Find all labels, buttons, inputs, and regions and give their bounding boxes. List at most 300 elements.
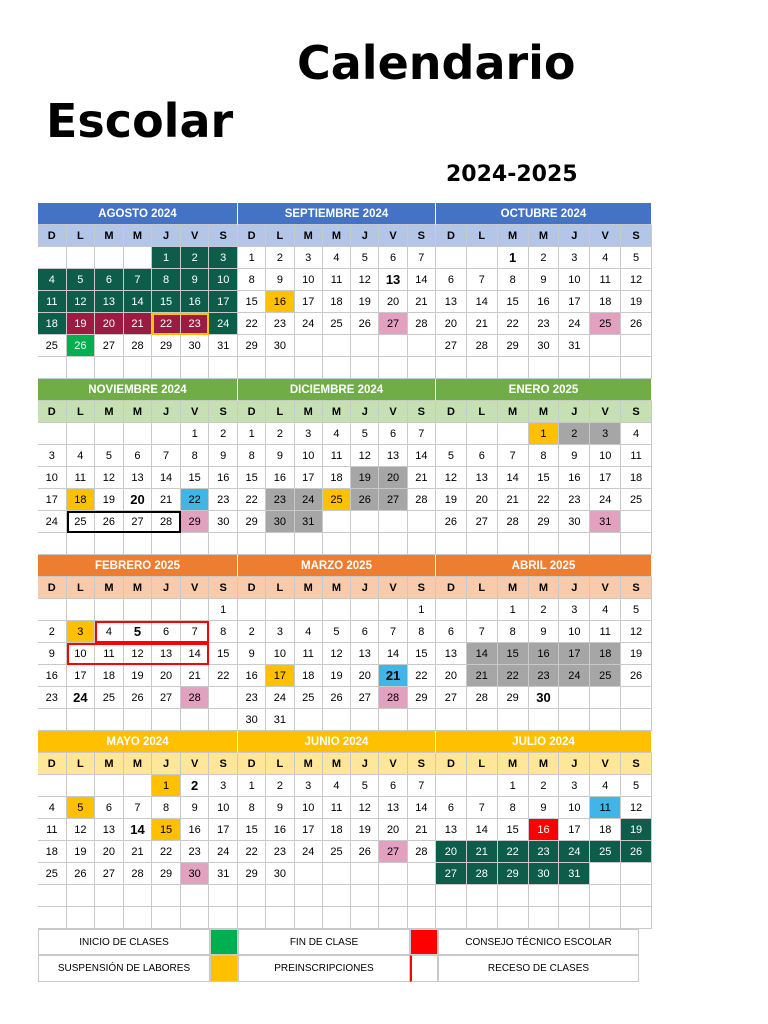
day-cell: 19 — [436, 489, 467, 511]
day-cell: 23 — [266, 841, 294, 863]
day-cell: 11 — [590, 269, 621, 291]
empty-cell — [181, 885, 210, 907]
day-cell: 2 — [266, 247, 294, 269]
day-cell: 9 — [529, 621, 560, 643]
empty-cell — [67, 533, 96, 555]
day-cell: 9 — [38, 643, 67, 665]
weekday-header: S — [408, 401, 436, 423]
day-cell: 13 — [467, 467, 498, 489]
day-cell: 27 — [379, 489, 407, 511]
day-cell: 19 — [351, 291, 379, 313]
empty-cell — [590, 885, 621, 907]
weekday-header: M — [529, 577, 560, 599]
day-cell: 21 — [124, 841, 153, 863]
day-cell: 19 — [67, 313, 96, 335]
day-cell: 25 — [323, 841, 351, 863]
empty-cell — [621, 357, 652, 379]
day-cell: 10 — [38, 467, 67, 489]
day-cell: 26 — [351, 489, 379, 511]
day-cell: 8 — [181, 445, 210, 467]
day-cell: 11 — [38, 291, 67, 313]
day-cell: 13 — [379, 445, 407, 467]
day-cell: 29 — [238, 863, 266, 885]
day-cell: 16 — [529, 291, 560, 313]
day-cell: 3 — [209, 775, 238, 797]
day-cell: 7 — [152, 445, 181, 467]
empty-cell — [295, 863, 323, 885]
empty-cell — [467, 599, 498, 621]
day-cell: 2 — [38, 621, 67, 643]
month-header: FEBRERO 2025 — [38, 555, 238, 577]
empty-cell — [209, 709, 238, 731]
weekday-header: D — [38, 401, 67, 423]
day-cell: 10 — [209, 269, 238, 291]
day-cell: 22 — [408, 665, 436, 687]
day-cell: 18 — [323, 467, 351, 489]
empty-cell — [181, 907, 210, 929]
day-cell: 22 — [238, 489, 266, 511]
empty-cell — [323, 357, 351, 379]
empty-cell — [529, 533, 560, 555]
day-cell: 9 — [559, 445, 590, 467]
day-cell: 15 — [181, 467, 210, 489]
day-cell: 3 — [266, 621, 294, 643]
weekday-header: L — [67, 753, 96, 775]
day-cell: 5 — [621, 599, 652, 621]
day-cell: 17 — [38, 489, 67, 511]
day-cell: 30 — [266, 335, 294, 357]
day-cell: 12 — [323, 643, 351, 665]
empty-cell — [590, 863, 621, 885]
day-cell: 3 — [38, 445, 67, 467]
empty-cell — [238, 599, 266, 621]
day-cell: 12 — [621, 269, 652, 291]
day-cell: 4 — [67, 445, 96, 467]
empty-cell — [323, 335, 351, 357]
day-cell: 12 — [95, 467, 124, 489]
day-cell: 2 — [266, 423, 294, 445]
day-cell: 31 — [590, 511, 621, 533]
day-cell: 19 — [124, 665, 153, 687]
empty-cell — [238, 907, 266, 929]
empty-cell — [124, 907, 153, 929]
weekday-header: M — [498, 225, 529, 247]
weekday-header: J — [152, 577, 181, 599]
day-cell: 7 — [124, 797, 153, 819]
day-cell: 2 — [529, 775, 560, 797]
day-cell: 10 — [295, 445, 323, 467]
empty-cell — [238, 533, 266, 555]
weekday-header: M — [498, 753, 529, 775]
day-cell: 31 — [209, 863, 238, 885]
weekday-header: V — [379, 401, 407, 423]
empty-cell — [152, 357, 181, 379]
day-cell: 15 — [498, 291, 529, 313]
day-cell: 2 — [559, 423, 590, 445]
day-cell: 17 — [67, 665, 96, 687]
day-cell: 21 — [467, 313, 498, 335]
day-cell: 30 — [529, 687, 560, 709]
day-cell: 10 — [295, 269, 323, 291]
day-cell: 6 — [379, 423, 407, 445]
empty-cell — [38, 247, 67, 269]
day-cell: 4 — [323, 423, 351, 445]
empty-cell — [436, 247, 467, 269]
day-cell: 17 — [295, 467, 323, 489]
day-cell: 28 — [408, 313, 436, 335]
day-cell: 4 — [590, 247, 621, 269]
day-cell: 23 — [529, 841, 560, 863]
month-header: JUNIO 2024 — [238, 731, 436, 753]
empty-cell — [351, 533, 379, 555]
day-cell: 4 — [323, 775, 351, 797]
empty-cell — [124, 885, 153, 907]
day-cell: 29 — [529, 511, 560, 533]
day-cell: 25 — [590, 665, 621, 687]
empty-cell — [498, 907, 529, 929]
day-cell: 26 — [621, 665, 652, 687]
day-cell: 12 — [436, 467, 467, 489]
day-cell: 8 — [238, 445, 266, 467]
day-cell: 21 — [152, 489, 181, 511]
empty-cell — [323, 863, 351, 885]
empty-cell — [408, 885, 436, 907]
weekday-header: M — [124, 753, 153, 775]
day-cell: 16 — [266, 467, 294, 489]
weekday-header: V — [181, 753, 210, 775]
weekday-header: M — [295, 401, 323, 423]
day-cell: 1 — [152, 247, 181, 269]
empty-cell — [266, 885, 294, 907]
day-cell: 22 — [152, 841, 181, 863]
day-cell: 26 — [323, 687, 351, 709]
empty-cell — [621, 335, 652, 357]
day-cell: 27 — [436, 863, 467, 885]
day-cell: 14 — [152, 467, 181, 489]
empty-cell — [621, 511, 652, 533]
day-cell: 31 — [559, 335, 590, 357]
day-cell: 6 — [436, 797, 467, 819]
day-cell: 6 — [467, 445, 498, 467]
weekday-header: M — [95, 753, 124, 775]
day-cell: 16 — [209, 467, 238, 489]
day-cell: 4 — [95, 621, 124, 643]
day-cell: 29 — [238, 335, 266, 357]
day-cell: 30 — [266, 511, 294, 533]
empty-cell — [621, 907, 652, 929]
empty-cell — [559, 885, 590, 907]
day-cell: 9 — [238, 643, 266, 665]
weekday-header: S — [408, 753, 436, 775]
empty-cell — [295, 907, 323, 929]
day-cell: 2 — [181, 247, 210, 269]
day-cell: 1 — [181, 423, 210, 445]
empty-cell — [498, 533, 529, 555]
day-cell: 24 — [295, 489, 323, 511]
day-cell: 21 — [467, 665, 498, 687]
day-cell: 16 — [529, 643, 560, 665]
day-cell: 15 — [408, 643, 436, 665]
weekday-header: L — [266, 401, 294, 423]
day-cell: 13 — [124, 467, 153, 489]
empty-cell — [408, 511, 436, 533]
day-cell: 23 — [266, 489, 294, 511]
weekday-header: L — [467, 577, 498, 599]
weekday-header: D — [436, 753, 467, 775]
empty-cell — [181, 357, 210, 379]
empty-cell — [181, 599, 210, 621]
day-cell: 29 — [181, 511, 210, 533]
day-cell: 17 — [209, 819, 238, 841]
empty-cell — [323, 885, 351, 907]
empty-cell — [379, 357, 407, 379]
day-cell: 11 — [590, 621, 621, 643]
day-cell: 27 — [351, 687, 379, 709]
empty-cell — [621, 863, 652, 885]
weekday-header: S — [209, 577, 238, 599]
empty-cell — [590, 357, 621, 379]
weekday-header: V — [590, 753, 621, 775]
day-cell: 11 — [38, 819, 67, 841]
day-cell: 29 — [498, 863, 529, 885]
day-cell: 10 — [559, 621, 590, 643]
empty-cell — [67, 599, 96, 621]
weekday-header: M — [498, 577, 529, 599]
empty-cell — [408, 533, 436, 555]
empty-cell — [559, 533, 590, 555]
day-cell: 20 — [436, 313, 467, 335]
empty-cell — [351, 511, 379, 533]
day-cell: 17 — [266, 665, 294, 687]
empty-cell — [38, 907, 67, 929]
weekday-header: J — [152, 753, 181, 775]
day-cell: 3 — [295, 247, 323, 269]
empty-cell — [124, 533, 153, 555]
day-cell: 1 — [498, 599, 529, 621]
day-cell: 24 — [295, 313, 323, 335]
day-cell: 8 — [152, 797, 181, 819]
day-cell: 7 — [408, 775, 436, 797]
day-cell: 31 — [559, 863, 590, 885]
day-cell: 1 — [408, 599, 436, 621]
weekday-header: D — [38, 577, 67, 599]
day-cell: 27 — [379, 841, 407, 863]
day-cell: 19 — [621, 291, 652, 313]
day-cell: 30 — [181, 335, 210, 357]
empty-cell — [295, 335, 323, 357]
empty-cell — [379, 511, 407, 533]
day-cell: 13 — [436, 291, 467, 313]
day-cell: 22 — [498, 313, 529, 335]
day-cell: 25 — [323, 313, 351, 335]
day-cell: 6 — [95, 797, 124, 819]
weekday-header: L — [67, 577, 96, 599]
day-cell: 22 — [238, 313, 266, 335]
weekday-header: J — [351, 225, 379, 247]
day-cell: 23 — [266, 313, 294, 335]
day-cell: 3 — [295, 775, 323, 797]
day-cell: 20 — [351, 665, 379, 687]
day-cell: 11 — [590, 797, 621, 819]
empty-cell — [467, 357, 498, 379]
day-cell: 25 — [38, 335, 67, 357]
day-cell: 14 — [181, 643, 210, 665]
day-cell: 14 — [408, 269, 436, 291]
legend-swatch-preinscripciones — [410, 955, 438, 982]
day-cell: 21 — [408, 467, 436, 489]
day-cell: 17 — [559, 291, 590, 313]
day-cell: 5 — [621, 775, 652, 797]
empty-cell — [467, 907, 498, 929]
empty-cell — [323, 599, 351, 621]
day-cell: 28 — [408, 841, 436, 863]
day-cell: 24 — [209, 313, 238, 335]
empty-cell — [95, 423, 124, 445]
empty-cell — [266, 357, 294, 379]
empty-cell — [323, 907, 351, 929]
day-cell: 10 — [209, 797, 238, 819]
day-cell: 16 — [529, 819, 560, 841]
day-cell: 6 — [152, 621, 181, 643]
page-title: Calendario — [297, 36, 576, 90]
day-cell: 24 — [559, 313, 590, 335]
weekday-header: M — [323, 577, 351, 599]
month-header: JULIO 2024 — [436, 731, 652, 753]
day-cell: 9 — [266, 445, 294, 467]
day-cell: 27 — [124, 511, 153, 533]
empty-cell — [209, 687, 238, 709]
day-cell: 16 — [266, 819, 294, 841]
day-cell: 7 — [467, 621, 498, 643]
day-cell: 12 — [67, 291, 96, 313]
month-header: SEPTIEMBRE 2024 — [238, 203, 436, 225]
day-cell: 23 — [181, 841, 210, 863]
empty-cell — [209, 907, 238, 929]
day-cell: 22 — [152, 313, 181, 335]
empty-cell — [67, 709, 96, 731]
weekday-header: S — [209, 401, 238, 423]
empty-cell — [95, 775, 124, 797]
weekday-header: S — [621, 225, 652, 247]
day-cell: 31 — [266, 709, 294, 731]
day-cell: 6 — [379, 247, 407, 269]
empty-cell — [529, 885, 560, 907]
weekday-header: V — [590, 401, 621, 423]
empty-cell — [436, 709, 467, 731]
weekday-header: L — [67, 401, 96, 423]
empty-cell — [379, 709, 407, 731]
day-cell: 6 — [124, 445, 153, 467]
day-cell: 18 — [323, 819, 351, 841]
day-cell: 5 — [124, 621, 153, 643]
empty-cell — [266, 533, 294, 555]
day-cell: 27 — [436, 335, 467, 357]
day-cell: 29 — [152, 335, 181, 357]
weekday-header: D — [238, 401, 266, 423]
day-cell: 8 — [498, 797, 529, 819]
weekday-header: S — [408, 225, 436, 247]
day-cell: 12 — [621, 621, 652, 643]
weekday-header: J — [559, 225, 590, 247]
day-cell: 25 — [323, 489, 351, 511]
legend-swatch-suspension — [210, 955, 238, 982]
day-cell: 17 — [295, 291, 323, 313]
legend-swatch-fin — [410, 929, 438, 955]
day-cell: 4 — [590, 599, 621, 621]
page-title-line2: Escolar — [46, 94, 234, 148]
empty-cell — [379, 599, 407, 621]
day-cell: 13 — [351, 643, 379, 665]
legend-label-consejo: CONSEJO TÉCNICO ESCOLAR — [438, 929, 639, 955]
day-cell: 26 — [351, 841, 379, 863]
day-cell: 1 — [238, 247, 266, 269]
weekday-header: J — [559, 753, 590, 775]
empty-cell — [124, 247, 153, 269]
empty-cell — [621, 533, 652, 555]
weekday-header: V — [590, 577, 621, 599]
empty-cell — [467, 247, 498, 269]
day-cell: 5 — [621, 247, 652, 269]
day-cell: 12 — [124, 643, 153, 665]
day-cell: 27 — [467, 511, 498, 533]
day-cell: 20 — [436, 841, 467, 863]
empty-cell — [209, 357, 238, 379]
empty-cell — [408, 907, 436, 929]
empty-cell — [209, 885, 238, 907]
weekday-header: D — [436, 577, 467, 599]
day-cell: 17 — [590, 467, 621, 489]
weekday-header: M — [95, 401, 124, 423]
empty-cell — [238, 885, 266, 907]
empty-cell — [295, 357, 323, 379]
day-cell: 11 — [621, 445, 652, 467]
day-cell: 3 — [295, 423, 323, 445]
day-cell: 2 — [266, 775, 294, 797]
day-cell: 9 — [181, 797, 210, 819]
empty-cell — [95, 247, 124, 269]
day-cell: 24 — [590, 489, 621, 511]
day-cell: 5 — [95, 445, 124, 467]
weekday-header: M — [323, 753, 351, 775]
day-cell: 26 — [436, 511, 467, 533]
empty-cell — [295, 709, 323, 731]
empty-cell — [351, 863, 379, 885]
weekday-header: J — [152, 401, 181, 423]
day-cell: 19 — [621, 643, 652, 665]
day-cell: 9 — [529, 269, 560, 291]
day-cell: 19 — [351, 467, 379, 489]
day-cell: 16 — [559, 467, 590, 489]
weekday-header: V — [379, 225, 407, 247]
day-cell: 27 — [379, 313, 407, 335]
day-cell: 14 — [408, 445, 436, 467]
day-cell: 11 — [95, 643, 124, 665]
empty-cell — [266, 907, 294, 929]
day-cell: 26 — [621, 841, 652, 863]
day-cell: 16 — [238, 665, 266, 687]
day-cell: 8 — [529, 445, 560, 467]
day-cell: 18 — [590, 291, 621, 313]
day-cell: 23 — [181, 313, 210, 335]
legend-swatch-inicio — [210, 929, 238, 955]
day-cell: 15 — [238, 819, 266, 841]
day-cell: 30 — [181, 863, 210, 885]
empty-cell — [124, 357, 153, 379]
empty-cell — [266, 599, 294, 621]
day-cell: 18 — [67, 489, 96, 511]
weekday-header: V — [379, 577, 407, 599]
day-cell: 28 — [498, 511, 529, 533]
